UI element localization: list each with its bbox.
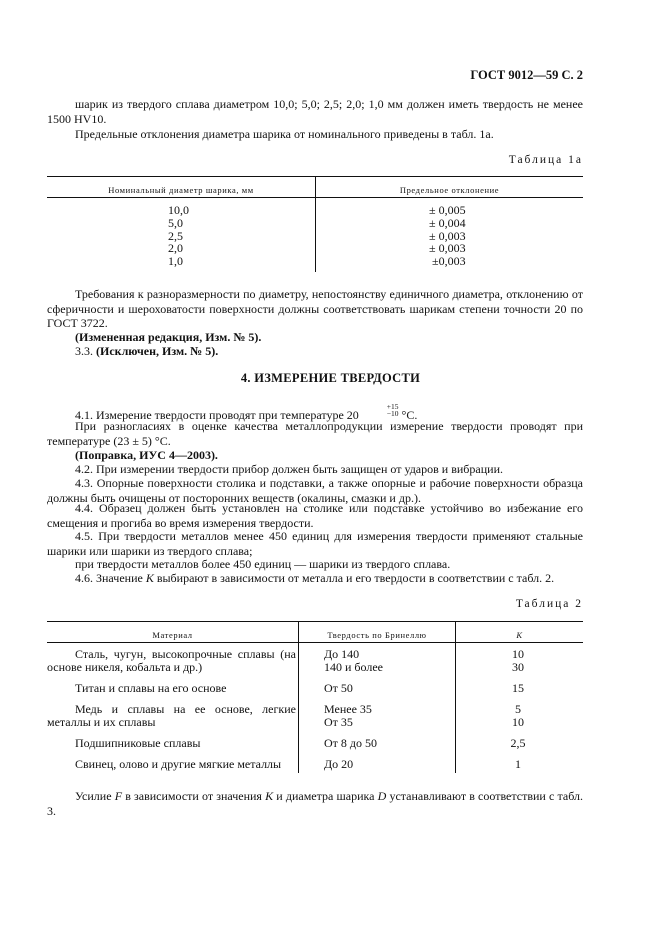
table-1a-deviation-cell: ± 0,004 bbox=[429, 215, 466, 230]
hardness-value: От 35 bbox=[324, 714, 353, 729]
page-header: ГОСТ 9012—59 С. 2 bbox=[470, 68, 583, 82]
tolerance-upper: +15 bbox=[386, 402, 399, 411]
table-2-hardness-cell bbox=[324, 758, 353, 771]
table-2-hardness-cell bbox=[324, 703, 372, 729]
k-value: 10 bbox=[512, 714, 524, 729]
paragraph-4-2: 4.2. При измерении твердости прибор должен быть защищен от ударов и вибрации. bbox=[75, 462, 503, 476]
table-1a-diameter-cell: 5,0 bbox=[168, 215, 183, 230]
force-text-3: и диаметра шарика bbox=[273, 789, 378, 803]
clause-4-6-end: выбирают в зависимости от металла и его твердости в соответствии с табл. 2. bbox=[153, 571, 555, 585]
temperature-tolerance bbox=[359, 403, 399, 417]
section-heading: 4. ИЗМЕРЕНИЕ ТВЕРДОСТИ bbox=[240, 371, 421, 385]
k-value: 10 bbox=[512, 647, 524, 661]
paragraph-4-4: 4.4. Образец должен быть установлен на столике или подставке устойчиво во избежание его смещения и прогиба во время измерения твердости. bbox=[47, 501, 583, 530]
paragraph-ball-hardness: шарик из твердого сплава диаметром 10,0; 5,0; 2,5; 2,0; 1,0 мм должен иметь твердость не менее 1500 HV10. bbox=[47, 97, 583, 126]
amendment-note-5: (Измененная редакция, Изм. № 5). bbox=[75, 330, 262, 344]
table-1a-header-diameter: Номинальный диаметр шарика, мм bbox=[108, 185, 254, 195]
table-2-caption: Таблица 2 bbox=[515, 598, 583, 610]
symbol-k: K bbox=[265, 789, 274, 803]
table-1a-diameter-cell: 2,5 bbox=[168, 228, 183, 243]
table-2-k-cell bbox=[500, 682, 536, 695]
table-2-material-cell: Медь и сплавы на ее основе, легкие металлы и их сплавы bbox=[47, 702, 296, 729]
table-2-material-cell: Свинец, олово и другие мягкие металлы bbox=[75, 757, 282, 771]
table-1a-diameter-cell: 10,0 bbox=[168, 203, 189, 217]
table-2-header-k: K bbox=[516, 630, 523, 640]
tolerance-lower: −10 bbox=[386, 409, 399, 418]
table-2-k-cell bbox=[500, 703, 536, 729]
clause-4-6-start: 4.6. Значение bbox=[75, 571, 146, 585]
hardness-value: До 20 bbox=[324, 757, 354, 771]
temperature-unit: °С. bbox=[398, 408, 418, 422]
table-1a-header-deviation: Предельное отклонение bbox=[399, 185, 500, 195]
table-1a-diameter-cell: 2,0 bbox=[168, 241, 183, 256]
force-text-2: в зависимости от значения bbox=[122, 789, 266, 803]
symbol-d: D bbox=[377, 789, 387, 803]
k-value: 2,5 bbox=[510, 736, 526, 750]
table-2-header-rule bbox=[47, 642, 583, 643]
symbol-f: F bbox=[114, 789, 123, 803]
table-2-hardness-cell bbox=[324, 737, 377, 750]
paragraph-3-3 bbox=[47, 344, 583, 359]
table-2-k-cell bbox=[500, 648, 536, 674]
table-2-hardness-cell bbox=[324, 648, 383, 674]
k-value: 1 bbox=[515, 757, 521, 771]
table-1a-deviation-cell: ± 0,003 bbox=[429, 228, 466, 243]
table-1a-caption: Таблица 1а bbox=[508, 154, 583, 166]
correction-note: (Поправка, ИУС 4—2003). bbox=[75, 448, 218, 462]
hardness-value: Менее 35 bbox=[324, 702, 372, 716]
clause-number: 3.3. bbox=[75, 344, 93, 358]
paragraph-force bbox=[47, 789, 583, 818]
clause-4-1-text: 4.1. Измерение твердости проводят при температуре 20 bbox=[75, 408, 359, 422]
paragraph-4-5: 4.5. При твердости металлов менее 450 единиц для измерения твердости применяют стальные шарики или шарики из твердого сплава; bbox=[47, 529, 583, 558]
table-2-material-cell: Сталь, чугун, высокопрочные сплавы (на основе никеля, кобальта и др.) bbox=[47, 647, 296, 674]
table-2-top-rule bbox=[47, 621, 583, 622]
table-1a-deviation-cell: ± 0,003 bbox=[429, 241, 466, 256]
hardness-value: От 8 до 50 bbox=[324, 736, 378, 750]
paragraph-4-3: 4.3. Опорные поверхности столика и подставки, а также опорные и рабочие поверхности образца должны быть очищены от посторонних веществ (окалины, смазки и др.). bbox=[47, 476, 583, 505]
table-2-header-material: Материал bbox=[152, 630, 193, 640]
k-value: 5 bbox=[515, 702, 521, 716]
paragraph-4-6 bbox=[47, 571, 583, 586]
table-1a-deviation-column bbox=[429, 204, 489, 268]
table-2-hardness-cell bbox=[324, 682, 353, 695]
table-1a-deviation-cell: ± 0,005 bbox=[429, 203, 466, 217]
paragraph-disputes: При разногласиях в оценке качества металлопродукции измерение твердости проводят при температуре (23 ± 5) °С. bbox=[47, 419, 583, 448]
table-2-k-cell bbox=[500, 737, 536, 750]
table-1a-deviation-cell: ±0,003 bbox=[432, 254, 466, 269]
paragraph-deviation-ref: Предельные отклонения диаметра шарика от номинального приведены в табл. 1а. bbox=[75, 127, 494, 141]
excluded-note: (Исключен, Изм. № 5). bbox=[96, 344, 219, 358]
k-value: 30 bbox=[512, 659, 524, 674]
table-2-divider-2 bbox=[455, 621, 456, 773]
hardness-value: 140 и более bbox=[324, 659, 384, 674]
table-2-k-cell bbox=[500, 758, 536, 771]
force-text-4: устанавливают в соответствии с табл. 3. bbox=[47, 789, 584, 818]
symbol-k: K bbox=[145, 571, 154, 585]
table-1a-diameter-cell: 1,0 bbox=[168, 254, 183, 269]
table-1a-header-rule bbox=[47, 197, 583, 198]
k-value: 15 bbox=[512, 681, 524, 695]
paragraph-4-5-cont: при твердости металлов более 450 единиц — шарики из твердого сплава. bbox=[75, 557, 451, 571]
hardness-value: До 140 bbox=[324, 647, 360, 661]
paragraph-requirements: Требования к разноразмерности по диаметру, непостоянству единичного диаметра, отклонению от сферичности и шероховатости поверхности должны соответствовать шарикам степени точности 20 по ГОСТ 3722. bbox=[47, 287, 583, 330]
table-2-material-cell: Подшипниковые сплавы bbox=[75, 736, 201, 750]
table-2-divider-1 bbox=[298, 621, 299, 773]
hardness-value: От 50 bbox=[324, 681, 353, 695]
table-1a-diameter-column bbox=[168, 204, 192, 268]
table-2-material-cell: Титан и сплавы на его основе bbox=[75, 681, 227, 695]
force-text-1: Усилие bbox=[75, 789, 115, 803]
table-2-header-hardness: Твердость по Бринеллю bbox=[327, 630, 427, 640]
